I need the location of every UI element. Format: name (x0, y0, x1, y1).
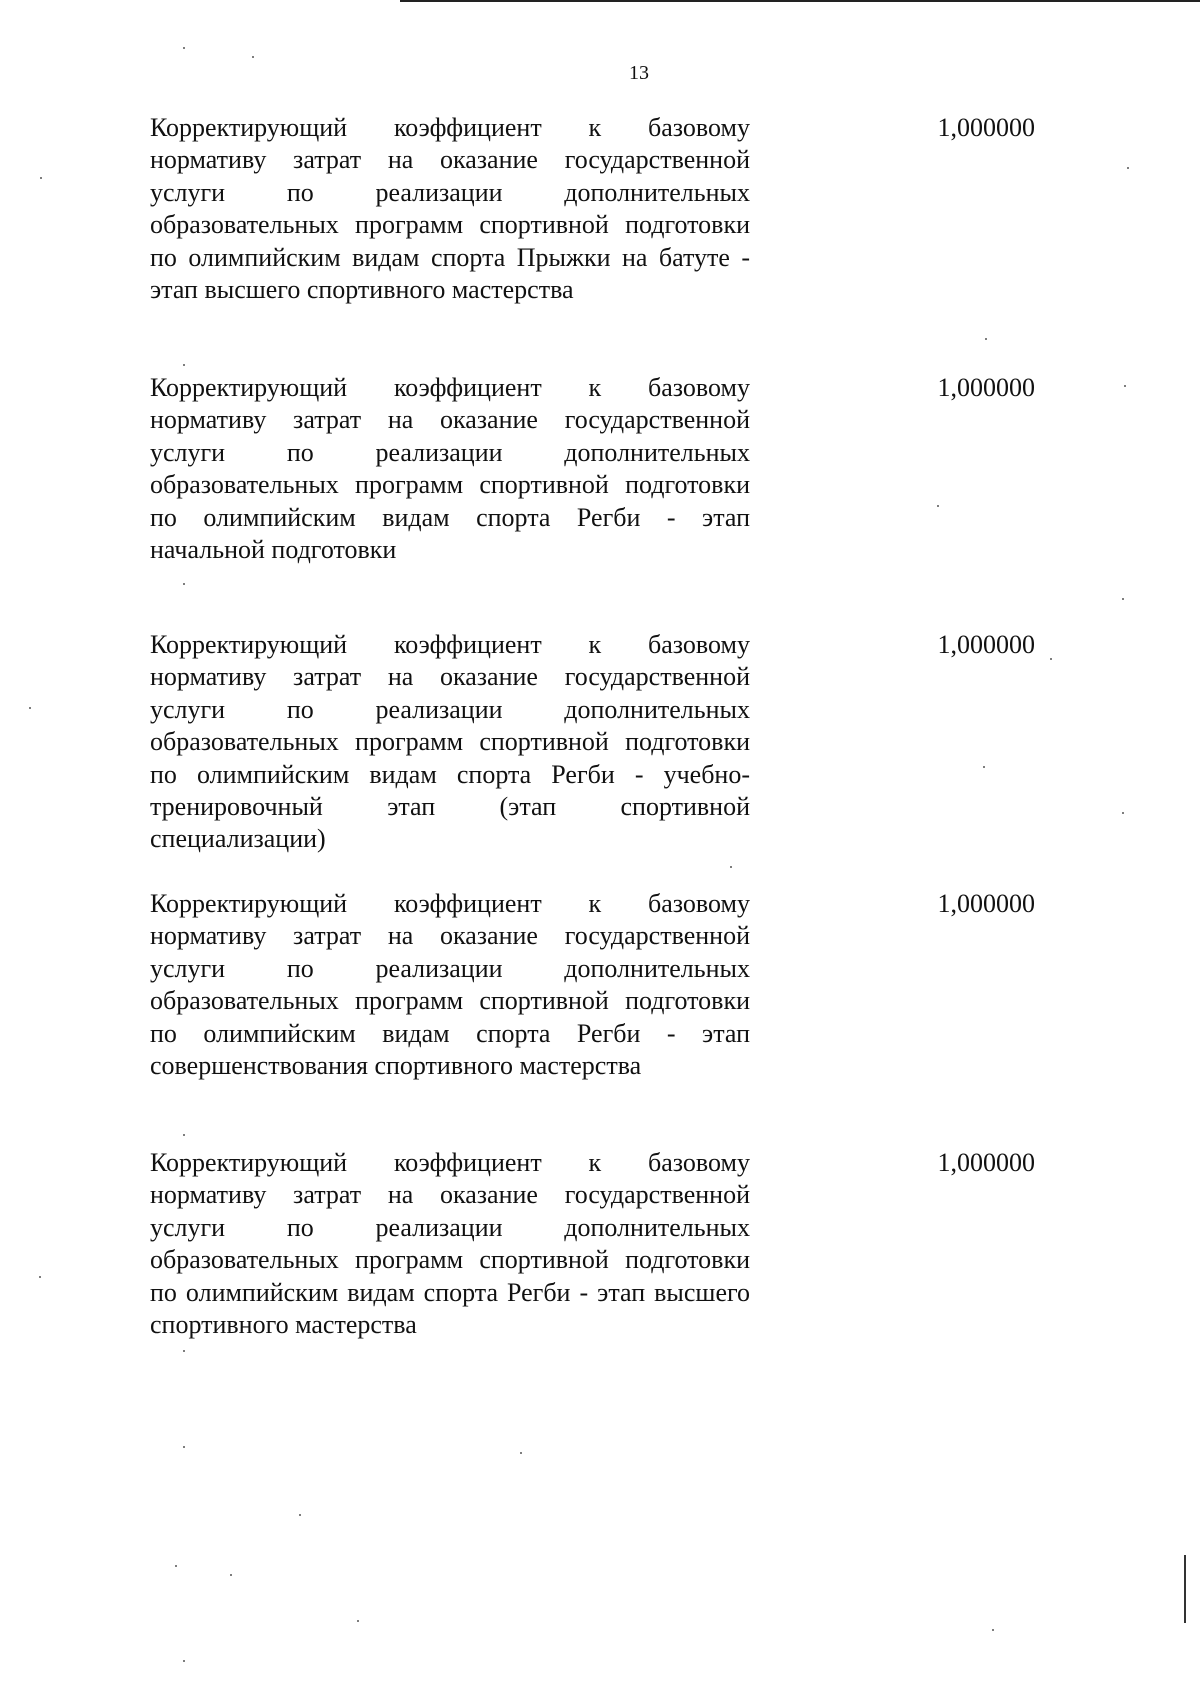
entry-description: Корректирующий коэффициент к базовому нормативу затрат на оказание государственной услуги по реализации дополнительных образовательных программ спортивной подготовки по олимпийским видам спорта Регби - этап высшего спортивного мастерства (150, 1148, 750, 1340)
scan-speck (1050, 658, 1052, 660)
entry-description: Корректирующий коэффициент к базовому нормативу затрат на оказание государственной услуги по реализации дополнительных образовательных программ спортивной подготовки по олимпийским видам спорта Прыжки на батуте - этап высшего спортивного мастерства (150, 113, 750, 305)
scan-speck (39, 1276, 41, 1278)
scan-speck (983, 766, 985, 768)
entry-value: 1,000000 (937, 113, 1035, 142)
scan-speck (183, 364, 185, 366)
scan-speck (183, 1350, 185, 1352)
entry-value: 1,000000 (937, 1148, 1035, 1177)
scan-speck (1124, 385, 1126, 387)
scan-speck (40, 177, 42, 179)
scan-speck (230, 1574, 232, 1576)
scan-speck (730, 866, 732, 868)
scan-speck (1122, 598, 1124, 600)
scan-speck (183, 583, 185, 585)
entry-value: 1,000000 (937, 889, 1035, 918)
scan-speck (357, 1620, 359, 1622)
scan-speck (183, 1134, 185, 1136)
entry-description: Корректирующий коэффициент к базовому нормативу затрат на оказание государственной услуги по реализации дополнительных образовательных программ спортивной подготовки по олимпийским видам спорта Регби - этап совершенствования спортивного мастерства (150, 889, 750, 1081)
scan-speck (520, 1452, 522, 1454)
top-rule (400, 0, 1200, 2)
scan-speck (985, 338, 987, 340)
scan-speck (299, 1514, 301, 1516)
entry-value: 1,000000 (937, 630, 1035, 659)
scan-speck (175, 1565, 177, 1567)
scan-speck (992, 1629, 994, 1631)
scan-speck (1127, 167, 1129, 169)
scan-speck (183, 47, 185, 49)
scan-speck (29, 707, 31, 709)
scan-speck (183, 1660, 185, 1662)
margin-scan-line (1184, 1555, 1186, 1623)
scan-speck (1122, 812, 1124, 814)
scan-speck (937, 505, 939, 507)
entry-value: 1,000000 (937, 373, 1035, 402)
scan-speck (252, 56, 254, 58)
scan-speck (183, 1446, 185, 1448)
entry-description: Корректирующий коэффициент к базовому нормативу затрат на оказание государственной услуги по реализации дополнительных образовательных программ спортивной подготовки по олимпийским видам спорта Регби - этап начальной подготовки (150, 373, 750, 565)
page-number: 13 (629, 62, 649, 84)
entry-description: Корректирующий коэффициент к базовому нормативу затрат на оказание государственной услуги по реализации дополнительных образовательных программ спортивной подготовки по олимпийским видам спорта Регби - учебно-тренировочный этап (этап спортивной специализации) (150, 630, 750, 854)
